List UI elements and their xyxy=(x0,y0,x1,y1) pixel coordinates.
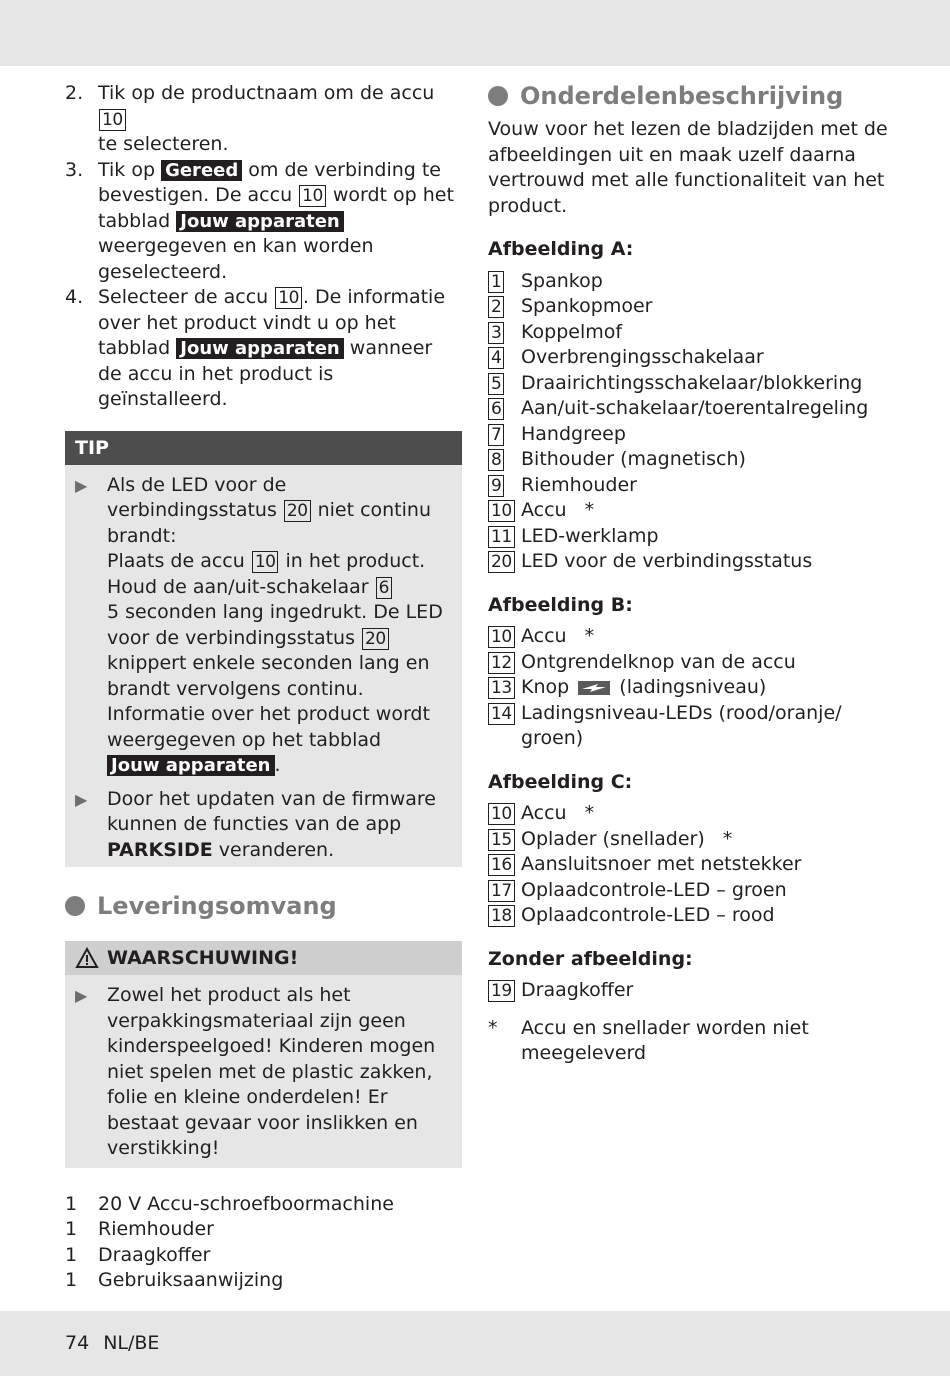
part-ref-box: 5 xyxy=(488,373,504,395)
footnote xyxy=(488,1016,888,1067)
part-ref-box: 10 xyxy=(275,287,302,309)
part-name: Bithouder (magnetisch) xyxy=(521,448,746,470)
step-4 xyxy=(65,285,462,413)
no-figure-list xyxy=(488,978,888,1004)
step-text: Tik op xyxy=(98,158,162,181)
list-item xyxy=(488,345,888,371)
part-ref-box: 2 xyxy=(488,296,504,318)
figure-c-heading: Afbeelding C: xyxy=(488,770,633,793)
part-ref-box: 10 xyxy=(488,626,515,648)
part-ref-box: 10 xyxy=(99,109,126,131)
figure-b-heading: Afbeelding B: xyxy=(488,593,633,616)
list-item xyxy=(488,422,888,448)
footnote-star: * xyxy=(584,802,595,824)
part-name: Draairichtingsschakelaar/blokkering xyxy=(521,371,863,394)
bullet-triangle-icon: ▶ xyxy=(75,986,88,1005)
section-title-text: Leveringsomvang xyxy=(97,892,337,920)
part-name: Riemhouder xyxy=(521,473,637,496)
tip-text: . xyxy=(274,754,281,776)
tip-text: 5 seconden lang ingedrukt. De LED voor de verbindingsstatus xyxy=(107,601,443,649)
list-item xyxy=(488,650,888,676)
list-item xyxy=(488,701,888,752)
part-name: Aansluitsnoer met netstekker xyxy=(521,853,802,875)
part-ref-box: 9 xyxy=(488,475,504,497)
figure-a-heading: Afbeelding A: xyxy=(488,238,634,260)
part-name: Koppelmof xyxy=(521,320,623,343)
footnote-star: * xyxy=(722,827,733,850)
item-qty: 1 xyxy=(65,1243,78,1266)
bullet-triangle-icon: ▶ xyxy=(75,789,88,809)
warning-text: Zowel het product als het verpakkingsmateriaal zijn geen kinderspeelgoed! Kinderen mogen niet spelen met de plastic zakken, folie en kleine onderdelen! Er bestaat gevaar voor inslikken en verstikking! xyxy=(107,984,436,1159)
part-name: Accu xyxy=(521,499,567,521)
part-ref-box: 10 xyxy=(488,803,515,825)
tip-bullet xyxy=(65,779,462,864)
warning-bullet xyxy=(65,975,462,1162)
top-band xyxy=(0,0,950,66)
tip-text: Door het updaten van de firmware kunnen de functies van de app xyxy=(107,787,436,835)
part-ref-box: 6 xyxy=(376,577,392,599)
list-item xyxy=(488,801,888,827)
step-text: wanneer de accu in het product is geïnstalleerd. xyxy=(98,337,433,410)
language-code: NL/BE xyxy=(103,1332,160,1354)
part-name: LED voor de verbindingsstatus xyxy=(521,550,813,572)
list-item xyxy=(488,524,888,550)
charge-level-button-icon xyxy=(578,681,610,695)
part-ref-box: 16 xyxy=(488,854,515,876)
part-ref-box: 20 xyxy=(284,500,311,522)
footnote-star: * xyxy=(488,1016,498,1039)
part-name: Overbrengingsschakelaar xyxy=(521,346,764,368)
app-tab-label: Jouw apparaten xyxy=(107,755,275,776)
list-item xyxy=(488,371,888,397)
right-column xyxy=(488,81,888,1067)
step-2 xyxy=(65,81,462,158)
part-ref-box: 4 xyxy=(488,347,504,369)
warning-box xyxy=(65,941,462,1168)
part-ref-box: 10 xyxy=(299,185,326,207)
list-item xyxy=(488,549,888,575)
app-tab-label: Jouw apparaten xyxy=(176,211,344,232)
part-ref-box: 6 xyxy=(488,398,504,420)
tip-text: veranderen. xyxy=(212,838,335,861)
part-ref-box: 15 xyxy=(488,829,515,851)
footnote-star: * xyxy=(584,499,595,521)
list-item xyxy=(488,396,888,422)
list-item xyxy=(488,852,888,878)
part-name: Oplaadcontrole-LED – rood xyxy=(521,904,775,926)
part-ref-box: 8 xyxy=(488,449,504,471)
part-name: Spankop xyxy=(521,269,603,292)
list-item xyxy=(65,1217,462,1243)
part-ref-box: 18 xyxy=(488,905,515,927)
list-item xyxy=(488,878,888,904)
section-title-text: Onderdelenbeschrijving xyxy=(520,82,844,110)
delivery-list xyxy=(65,1192,462,1294)
footnote-star: * xyxy=(584,625,595,647)
steps-list xyxy=(65,81,462,413)
part-ref-box: 10 xyxy=(252,551,279,573)
list-item xyxy=(488,294,888,320)
part-name: Oplader (snellader) xyxy=(521,827,705,850)
tip-bullet xyxy=(65,465,462,779)
item-qty: 1 xyxy=(65,1218,78,1240)
item-qty: 1 xyxy=(65,1269,78,1291)
part-ref-box: 7 xyxy=(488,424,504,446)
part-ref-box: 20 xyxy=(362,628,389,650)
list-item xyxy=(488,978,888,1004)
step-text: om de verbinding te bevestigen. De accu xyxy=(98,158,441,206)
item-name: Draagkoffer xyxy=(98,1243,211,1266)
figure-a-list xyxy=(488,269,888,575)
tip-header: TIP xyxy=(65,431,462,465)
part-name: Draagkoffer xyxy=(521,979,634,1001)
tip-box xyxy=(65,431,462,868)
part-name: Accu xyxy=(521,802,567,824)
page-number: 74 xyxy=(65,1332,90,1354)
tip-text: knippert enkele seconden lang en brandt vervolgens continu. Informatie over het product wordt weergegeven op het tabblad xyxy=(107,652,430,751)
item-name: Gebruiksaanwijzing xyxy=(98,1269,284,1291)
bullet-triangle-icon: ▶ xyxy=(75,475,88,495)
brand-name: PARKSIDE xyxy=(107,838,213,861)
step-text: te selecteren. xyxy=(98,133,229,155)
part-ref-box: 19 xyxy=(488,980,515,1002)
step-number: 2. xyxy=(65,82,84,104)
tip-text: Plaats de accu xyxy=(107,550,251,572)
figure-c-list xyxy=(488,801,888,929)
part-ref-box: 20 xyxy=(488,551,515,573)
list-item xyxy=(65,1192,462,1218)
step-text: . De informatie over het product vindt u op het tabblad xyxy=(98,286,446,359)
part-name: Spankopmoer xyxy=(521,295,653,317)
step-text: weergegeven en kan worden geselecteerd. xyxy=(98,235,374,283)
list-item xyxy=(488,320,888,346)
item-name: 20 V Accu-schroefboormachine xyxy=(98,1192,394,1215)
section-bullet-icon xyxy=(488,86,508,106)
part-name: Handgreep xyxy=(521,422,626,445)
part-ref-box: 14 xyxy=(488,703,515,725)
part-name: Knop xyxy=(521,676,570,698)
part-ref-box: 12 xyxy=(488,652,515,674)
step-text: wordt op het tabblad xyxy=(98,184,454,232)
part-ref-box: 1 xyxy=(488,271,504,293)
list-item xyxy=(488,624,888,650)
part-name: Ontgrendelknop van de accu xyxy=(521,650,796,673)
item-name: Riemhouder xyxy=(98,1218,214,1240)
parts-section-title xyxy=(488,81,888,111)
part-ref-box: 17 xyxy=(488,880,515,902)
part-name: LED-werklamp xyxy=(521,524,659,547)
part-name: Accu xyxy=(521,625,567,647)
step-text: Tik op de productnaam om de accu xyxy=(98,82,435,104)
list-item xyxy=(65,1268,462,1294)
list-item xyxy=(488,827,888,853)
part-name: Ladingsniveau-LEDs (rood/oranje/ groen) xyxy=(521,701,842,749)
warning-header xyxy=(65,941,462,975)
step-text: Selecteer de accu xyxy=(98,286,275,308)
footnote-text: Accu en snellader worden niet meegeleverd xyxy=(521,1016,809,1064)
list-item xyxy=(488,675,888,701)
list-item xyxy=(488,447,888,473)
list-item xyxy=(488,903,888,929)
step-3 xyxy=(65,158,462,286)
left-column xyxy=(65,81,462,1294)
figure-b-list xyxy=(488,624,888,752)
app-button-label: Gereed xyxy=(161,160,242,181)
tip-text: in het product. xyxy=(279,550,426,572)
part-ref-box: 13 xyxy=(488,677,515,699)
tip-text: niet continu brandt: xyxy=(107,499,431,547)
warning-triangle-icon xyxy=(75,947,99,969)
warning-title: WAARSCHUWING! xyxy=(107,947,299,969)
list-item xyxy=(488,473,888,499)
part-name-suffix: (ladingsniveau) xyxy=(619,676,767,698)
tip-text: Houd de aan/uit-schakelaar xyxy=(107,575,375,598)
item-qty: 1 xyxy=(65,1192,78,1215)
list-item xyxy=(488,498,888,524)
part-ref-box: 11 xyxy=(488,526,515,548)
step-number: 4. xyxy=(65,286,84,308)
tip-text: Als de LED voor de verbindingsstatus xyxy=(107,473,287,521)
app-tab-label: Jouw apparaten xyxy=(176,338,344,359)
part-name: Oplaadcontrole-LED – groen xyxy=(521,878,787,901)
step-number: 3. xyxy=(65,158,84,181)
part-name: Aan/uit-schakelaar/toerentalregeling xyxy=(521,397,869,419)
part-ref-box: 3 xyxy=(488,322,504,344)
list-item xyxy=(65,1243,462,1269)
list-item xyxy=(488,269,888,295)
page-footer xyxy=(65,1331,173,1357)
intro-paragraph: Vouw voor het lezen de bladzijden met de afbeeldingen uit en maak uzelf daarna vertrouwd met alle functionaliteit van het product. xyxy=(488,118,888,217)
no-figure-heading: Zonder afbeelding: xyxy=(488,947,693,970)
delivery-section-title xyxy=(65,891,462,921)
section-bullet-icon xyxy=(65,896,85,916)
part-ref-box: 10 xyxy=(488,500,515,522)
